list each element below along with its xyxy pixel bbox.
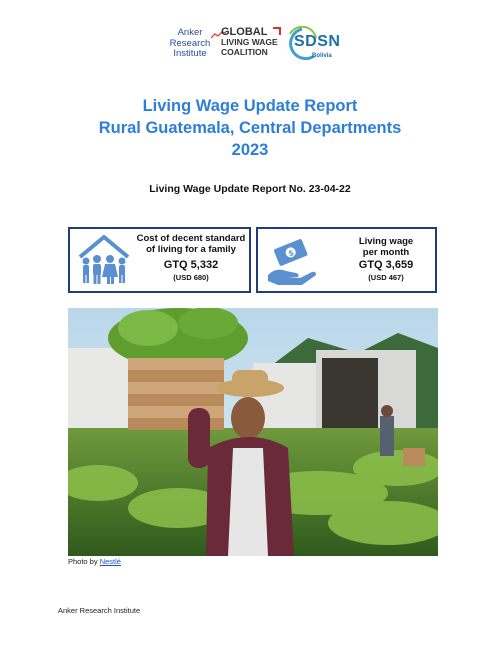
wage-label-line-2: per month [362,247,410,258]
corner-mark-icon [272,27,281,36]
report-title [0,95,500,161]
money-hand-icon [266,237,318,292]
sdsn-logo-subtext: Bolivia [312,53,332,59]
anker-logo-line-3: Institute [173,48,207,59]
anker-research-institute-logo [165,28,215,60]
global-living-wage-coalition-logo [221,27,283,57]
page-footer: Anker Research Institute [58,606,141,615]
report-title-line-3: 2023 [231,141,269,159]
cost-of-living-text [133,233,249,282]
family-house-icon [76,233,132,294]
anker-logo-line-2: Research [169,37,211,49]
wage-value-usd: (USD 467) [368,273,404,282]
glwc-logo-line-1: GLOBAL [221,26,268,38]
farmer-carrying-seedlings-photo [68,308,438,556]
glwc-logo-line-2: LIVING WAGE [221,37,278,47]
glwc-logo-line-3: COALITION [221,47,268,57]
photo-credit-link[interactable]: Nestlé [99,557,121,566]
photo-caption-prefix: Photo by [68,557,100,566]
cost-value-usd: (USD 680) [173,273,209,282]
living-wage-box [256,227,437,293]
wage-value-gtq: GTQ 3,659 [358,259,414,271]
svg-text:$: $ [287,248,295,259]
cover-photo [68,308,438,556]
report-number: Living Wage Update Report No. 23-04-22 [149,183,351,195]
cost-value-gtq: GTQ 5,332 [163,259,219,271]
sdsn-bolivia-logo [282,26,340,62]
cost-label-line-2: of living for a family [146,244,236,255]
report-title-line-1: Living Wage Update Report [142,97,358,115]
photo-caption [68,557,121,566]
cost-of-living-box [68,227,251,293]
report-title-line-2: Rural Guatemala, Central Departments [98,119,402,137]
living-wage-text [338,236,434,282]
cost-label-line-1: Cost of decent standard [136,233,246,244]
anker-logo-line-1: Anker [177,27,203,38]
header-logos [165,26,340,66]
wage-label-line-1: Living wage [358,236,414,247]
sdsn-logo-text: SDSN [294,33,341,50]
